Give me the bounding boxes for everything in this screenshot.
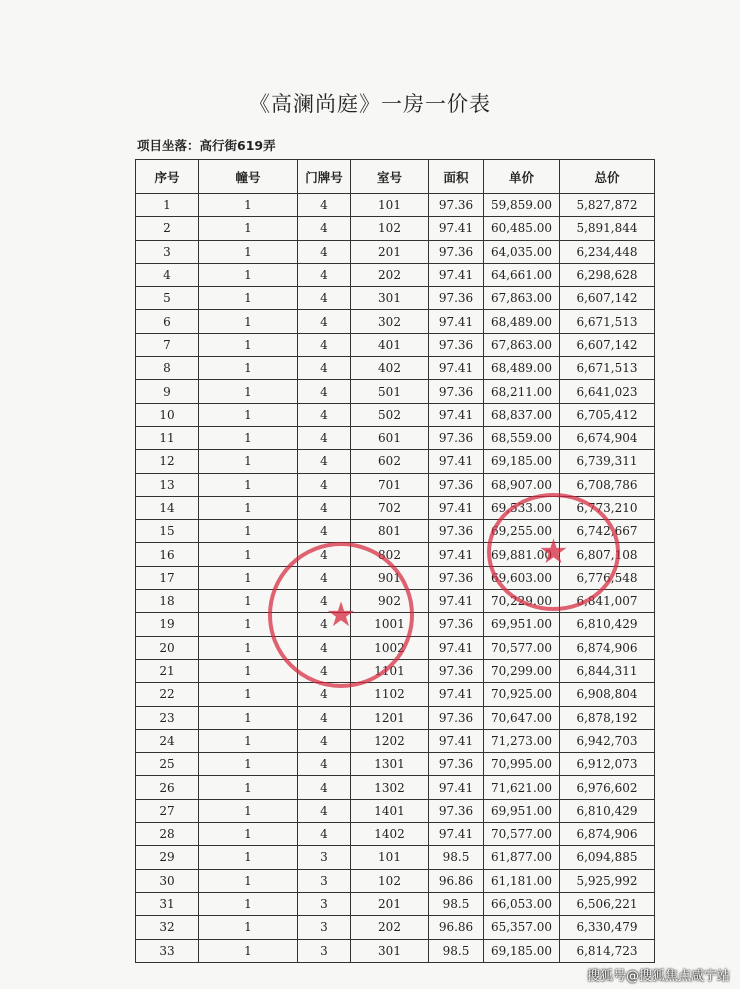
door-number-cell: 4 bbox=[298, 776, 351, 799]
unit-price-cell: 70,995.00 bbox=[484, 753, 560, 776]
building-cell: 1 bbox=[199, 892, 298, 915]
building-cell: 1 bbox=[199, 380, 298, 403]
room-cell: 202 bbox=[351, 916, 429, 939]
unit-price-cell: 67,863.00 bbox=[484, 287, 560, 310]
room-cell: 1001 bbox=[351, 613, 429, 636]
unit-price-cell: 70,925.00 bbox=[484, 683, 560, 706]
serial-cell: 19 bbox=[136, 613, 199, 636]
door-number-cell: 4 bbox=[298, 636, 351, 659]
table-row bbox=[136, 263, 655, 286]
building-cell: 1 bbox=[199, 217, 298, 240]
building-cell: 1 bbox=[199, 357, 298, 380]
total-price-cell: 6,874,906 bbox=[560, 636, 655, 659]
area-cell: 97.41 bbox=[429, 217, 484, 240]
door-number-cell: 4 bbox=[298, 426, 351, 449]
unit-price-cell: 68,559.00 bbox=[484, 426, 560, 449]
total-price-cell: 6,976,602 bbox=[560, 776, 655, 799]
building-cell: 1 bbox=[199, 287, 298, 310]
area-cell: 97.41 bbox=[429, 729, 484, 752]
room-cell: 1401 bbox=[351, 799, 429, 822]
total-price-cell: 6,878,192 bbox=[560, 706, 655, 729]
total-price-cell: 5,925,992 bbox=[560, 869, 655, 892]
total-price-cell: 6,705,412 bbox=[560, 403, 655, 426]
watermark-text: 搜狐号@搜狐焦点咸宁站 bbox=[586, 969, 730, 984]
room-cell: 101 bbox=[351, 194, 429, 217]
door-number-cell: 4 bbox=[298, 590, 351, 613]
table-row bbox=[136, 590, 655, 613]
door-number-cell: 4 bbox=[298, 380, 351, 403]
star-icon: ★ bbox=[325, 595, 357, 635]
unit-price-cell: 71,621.00 bbox=[484, 776, 560, 799]
area-cell: 97.41 bbox=[429, 590, 484, 613]
building-cell: 1 bbox=[199, 543, 298, 566]
total-price-cell: 6,607,142 bbox=[560, 333, 655, 356]
table-row bbox=[136, 403, 655, 426]
total-price-cell: 6,671,513 bbox=[560, 310, 655, 333]
door-number-cell: 4 bbox=[298, 194, 351, 217]
total-price-cell: 6,841,007 bbox=[560, 590, 655, 613]
table-row bbox=[136, 473, 655, 496]
table-row bbox=[136, 496, 655, 519]
total-price-cell: 6,814,723 bbox=[560, 939, 655, 962]
door-number-cell: 4 bbox=[298, 566, 351, 589]
building-cell: 1 bbox=[199, 659, 298, 682]
price-table bbox=[135, 159, 655, 963]
unit-price-cell: 67,863.00 bbox=[484, 333, 560, 356]
table-row bbox=[136, 566, 655, 589]
unit-price-cell: 59,859.00 bbox=[484, 194, 560, 217]
total-price-cell: 6,942,703 bbox=[560, 729, 655, 752]
total-price-cell: 6,671,513 bbox=[560, 357, 655, 380]
table-row bbox=[136, 240, 655, 263]
building-cell: 1 bbox=[199, 776, 298, 799]
table-row bbox=[136, 729, 655, 752]
table-row bbox=[136, 683, 655, 706]
door-number-cell: 4 bbox=[298, 473, 351, 496]
table-row bbox=[136, 659, 655, 682]
area-cell: 97.41 bbox=[429, 496, 484, 519]
serial-cell: 11 bbox=[136, 426, 199, 449]
door-number-cell: 4 bbox=[298, 217, 351, 240]
area-cell: 97.41 bbox=[429, 310, 484, 333]
total-price-cell: 6,912,073 bbox=[560, 753, 655, 776]
area-cell: 97.36 bbox=[429, 566, 484, 589]
area-cell: 97.36 bbox=[429, 194, 484, 217]
room-cell: 1101 bbox=[351, 659, 429, 682]
building-cell: 1 bbox=[199, 799, 298, 822]
unit-price-cell: 69,255.00 bbox=[484, 520, 560, 543]
room-cell: 1302 bbox=[351, 776, 429, 799]
unit-price-cell: 61,181.00 bbox=[484, 869, 560, 892]
serial-cell: 10 bbox=[136, 403, 199, 426]
room-cell: 1002 bbox=[351, 636, 429, 659]
total-price-cell: 6,708,786 bbox=[560, 473, 655, 496]
door-number-cell: 4 bbox=[298, 240, 351, 263]
table-header-row bbox=[136, 160, 655, 194]
total-price-cell: 6,810,429 bbox=[560, 799, 655, 822]
building-cell: 1 bbox=[199, 916, 298, 939]
header-serial: 序号 bbox=[136, 160, 199, 194]
unit-price-cell: 70,229.00 bbox=[484, 590, 560, 613]
building-cell: 1 bbox=[199, 869, 298, 892]
table-row bbox=[136, 776, 655, 799]
unit-price-cell: 60,485.00 bbox=[484, 217, 560, 240]
total-price-cell: 6,094,885 bbox=[560, 846, 655, 869]
serial-cell: 15 bbox=[136, 520, 199, 543]
document-title: 《高澜尚庭》一房一价表 bbox=[249, 92, 491, 116]
serial-cell: 16 bbox=[136, 543, 199, 566]
total-price-cell: 6,742,667 bbox=[560, 520, 655, 543]
area-cell: 97.36 bbox=[429, 240, 484, 263]
unit-price-cell: 69,881.00 bbox=[484, 543, 560, 566]
room-cell: 1202 bbox=[351, 729, 429, 752]
table-row bbox=[136, 613, 655, 636]
area-cell: 98.5 bbox=[429, 939, 484, 962]
unit-price-cell: 70,577.00 bbox=[484, 823, 560, 846]
unit-price-cell: 65,357.00 bbox=[484, 916, 560, 939]
table-row bbox=[136, 543, 655, 566]
serial-cell: 30 bbox=[136, 869, 199, 892]
room-cell: 201 bbox=[351, 240, 429, 263]
unit-price-cell: 68,489.00 bbox=[484, 357, 560, 380]
door-number-cell: 4 bbox=[298, 333, 351, 356]
table-row bbox=[136, 846, 655, 869]
serial-cell: 20 bbox=[136, 636, 199, 659]
door-number-cell: 4 bbox=[298, 753, 351, 776]
unit-price-cell: 69,533.00 bbox=[484, 496, 560, 519]
door-number-cell: 4 bbox=[298, 823, 351, 846]
serial-cell: 3 bbox=[136, 240, 199, 263]
door-number-cell: 4 bbox=[298, 799, 351, 822]
unit-price-cell: 68,489.00 bbox=[484, 310, 560, 333]
unit-price-cell: 70,577.00 bbox=[484, 636, 560, 659]
area-cell: 97.36 bbox=[429, 473, 484, 496]
unit-price-cell: 66,053.00 bbox=[484, 892, 560, 915]
area-cell: 97.41 bbox=[429, 357, 484, 380]
table-row bbox=[136, 287, 655, 310]
room-cell: 301 bbox=[351, 287, 429, 310]
project-location: 项目坐落：高行街619弄 bbox=[137, 138, 276, 153]
building-cell: 1 bbox=[199, 310, 298, 333]
total-price-cell: 6,298,628 bbox=[560, 263, 655, 286]
star-icon: ★ bbox=[538, 532, 569, 572]
total-price-cell: 5,827,872 bbox=[560, 194, 655, 217]
room-cell: 601 bbox=[351, 426, 429, 449]
building-cell: 1 bbox=[199, 823, 298, 846]
header-door-number: 门牌号 bbox=[298, 160, 351, 194]
unit-price-cell: 69,185.00 bbox=[484, 939, 560, 962]
door-number-cell: 4 bbox=[298, 520, 351, 543]
building-cell: 1 bbox=[199, 729, 298, 752]
building-cell: 1 bbox=[199, 613, 298, 636]
area-cell: 97.36 bbox=[429, 706, 484, 729]
serial-cell: 5 bbox=[136, 287, 199, 310]
door-number-cell: 4 bbox=[298, 659, 351, 682]
unit-price-cell: 64,035.00 bbox=[484, 240, 560, 263]
table-row bbox=[136, 450, 655, 473]
serial-cell: 24 bbox=[136, 729, 199, 752]
table-row bbox=[136, 706, 655, 729]
door-number-cell: 4 bbox=[298, 613, 351, 636]
unit-price-cell: 69,951.00 bbox=[484, 613, 560, 636]
header-unit-price: 单价 bbox=[484, 160, 560, 194]
serial-cell: 27 bbox=[136, 799, 199, 822]
building-cell: 1 bbox=[199, 333, 298, 356]
area-cell: 97.36 bbox=[429, 333, 484, 356]
table-row bbox=[136, 916, 655, 939]
table-row bbox=[136, 869, 655, 892]
building-cell: 1 bbox=[199, 706, 298, 729]
total-price-cell: 6,234,448 bbox=[560, 240, 655, 263]
table-row bbox=[136, 520, 655, 543]
unit-price-cell: 69,603.00 bbox=[484, 566, 560, 589]
building-cell: 1 bbox=[199, 846, 298, 869]
room-cell: 401 bbox=[351, 333, 429, 356]
serial-cell: 1 bbox=[136, 194, 199, 217]
unit-price-cell: 64,661.00 bbox=[484, 263, 560, 286]
area-cell: 97.41 bbox=[429, 263, 484, 286]
serial-cell: 17 bbox=[136, 566, 199, 589]
table-row bbox=[136, 194, 655, 217]
area-cell: 96.86 bbox=[429, 869, 484, 892]
door-number-cell: 3 bbox=[298, 916, 351, 939]
unit-price-cell: 69,951.00 bbox=[484, 799, 560, 822]
building-cell: 1 bbox=[199, 450, 298, 473]
room-cell: 902 bbox=[351, 590, 429, 613]
serial-cell: 8 bbox=[136, 357, 199, 380]
serial-cell: 9 bbox=[136, 380, 199, 403]
room-cell: 501 bbox=[351, 380, 429, 403]
unit-price-cell: 70,299.00 bbox=[484, 659, 560, 682]
building-cell: 1 bbox=[199, 566, 298, 589]
total-price-cell: 6,874,906 bbox=[560, 823, 655, 846]
serial-cell: 22 bbox=[136, 683, 199, 706]
total-price-cell: 6,807,108 bbox=[560, 543, 655, 566]
unit-price-cell: 69,185.00 bbox=[484, 450, 560, 473]
area-cell: 97.41 bbox=[429, 450, 484, 473]
table-row bbox=[136, 426, 655, 449]
building-cell: 1 bbox=[199, 194, 298, 217]
table-row bbox=[136, 939, 655, 962]
serial-cell: 14 bbox=[136, 496, 199, 519]
area-cell: 97.41 bbox=[429, 636, 484, 659]
building-cell: 1 bbox=[199, 520, 298, 543]
header-building: 幢号 bbox=[199, 160, 298, 194]
area-cell: 97.41 bbox=[429, 823, 484, 846]
total-price-cell: 6,641,023 bbox=[560, 380, 655, 403]
room-cell: 702 bbox=[351, 496, 429, 519]
area-cell: 97.36 bbox=[429, 799, 484, 822]
serial-cell: 29 bbox=[136, 846, 199, 869]
room-cell: 1201 bbox=[351, 706, 429, 729]
serial-cell: 4 bbox=[136, 263, 199, 286]
room-cell: 802 bbox=[351, 543, 429, 566]
total-price-cell: 5,891,844 bbox=[560, 217, 655, 240]
serial-cell: 26 bbox=[136, 776, 199, 799]
table-row bbox=[136, 380, 655, 403]
area-cell: 97.36 bbox=[429, 753, 484, 776]
header-room: 室号 bbox=[351, 160, 429, 194]
total-price-cell: 6,908,804 bbox=[560, 683, 655, 706]
door-number-cell: 4 bbox=[298, 310, 351, 333]
table-row bbox=[136, 823, 655, 846]
area-cell: 97.36 bbox=[429, 520, 484, 543]
serial-cell: 6 bbox=[136, 310, 199, 333]
serial-cell: 32 bbox=[136, 916, 199, 939]
total-price-cell: 6,776,548 bbox=[560, 566, 655, 589]
building-cell: 1 bbox=[199, 939, 298, 962]
room-cell: 901 bbox=[351, 566, 429, 589]
area-cell: 96.86 bbox=[429, 916, 484, 939]
total-price-cell: 6,506,221 bbox=[560, 892, 655, 915]
building-cell: 1 bbox=[199, 753, 298, 776]
door-number-cell: 4 bbox=[298, 706, 351, 729]
table-row bbox=[136, 310, 655, 333]
unit-price-cell: 71,273.00 bbox=[484, 729, 560, 752]
room-cell: 801 bbox=[351, 520, 429, 543]
table-row bbox=[136, 753, 655, 776]
area-cell: 97.36 bbox=[429, 380, 484, 403]
table-row bbox=[136, 892, 655, 915]
serial-cell: 23 bbox=[136, 706, 199, 729]
total-price-cell: 6,773,210 bbox=[560, 496, 655, 519]
table-row bbox=[136, 799, 655, 822]
area-cell: 97.41 bbox=[429, 403, 484, 426]
building-cell: 1 bbox=[199, 683, 298, 706]
total-price-cell: 6,607,142 bbox=[560, 287, 655, 310]
building-cell: 1 bbox=[199, 496, 298, 519]
building-cell: 1 bbox=[199, 590, 298, 613]
door-number-cell: 4 bbox=[298, 287, 351, 310]
door-number-cell: 4 bbox=[298, 357, 351, 380]
table-body bbox=[136, 194, 655, 963]
table-row bbox=[136, 357, 655, 380]
building-cell: 1 bbox=[199, 636, 298, 659]
room-cell: 102 bbox=[351, 869, 429, 892]
table-row bbox=[136, 636, 655, 659]
unit-price-cell: 61,877.00 bbox=[484, 846, 560, 869]
room-cell: 1301 bbox=[351, 753, 429, 776]
serial-cell: 12 bbox=[136, 450, 199, 473]
room-cell: 202 bbox=[351, 263, 429, 286]
room-cell: 1102 bbox=[351, 683, 429, 706]
room-cell: 302 bbox=[351, 310, 429, 333]
door-number-cell: 4 bbox=[298, 450, 351, 473]
unit-price-cell: 68,907.00 bbox=[484, 473, 560, 496]
area-cell: 98.5 bbox=[429, 892, 484, 915]
total-price-cell: 6,674,904 bbox=[560, 426, 655, 449]
door-number-cell: 4 bbox=[298, 683, 351, 706]
door-number-cell: 3 bbox=[298, 846, 351, 869]
table-row bbox=[136, 333, 655, 356]
room-cell: 102 bbox=[351, 217, 429, 240]
total-price-cell: 6,739,311 bbox=[560, 450, 655, 473]
area-cell: 97.41 bbox=[429, 683, 484, 706]
door-number-cell: 4 bbox=[298, 543, 351, 566]
serial-cell: 28 bbox=[136, 823, 199, 846]
unit-price-cell: 70,647.00 bbox=[484, 706, 560, 729]
area-cell: 97.41 bbox=[429, 543, 484, 566]
unit-price-cell: 68,211.00 bbox=[484, 380, 560, 403]
header-area: 面积 bbox=[429, 160, 484, 194]
serial-cell: 25 bbox=[136, 753, 199, 776]
serial-cell: 31 bbox=[136, 892, 199, 915]
building-cell: 1 bbox=[199, 240, 298, 263]
building-cell: 1 bbox=[199, 426, 298, 449]
header-total-price: 总价 bbox=[560, 160, 655, 194]
door-number-cell: 4 bbox=[298, 403, 351, 426]
total-price-cell: 6,810,429 bbox=[560, 613, 655, 636]
room-cell: 701 bbox=[351, 473, 429, 496]
building-cell: 1 bbox=[199, 403, 298, 426]
room-cell: 1402 bbox=[351, 823, 429, 846]
room-cell: 602 bbox=[351, 450, 429, 473]
area-cell: 97.36 bbox=[429, 426, 484, 449]
building-cell: 1 bbox=[199, 263, 298, 286]
area-cell: 97.36 bbox=[429, 287, 484, 310]
table-row bbox=[136, 217, 655, 240]
door-number-cell: 4 bbox=[298, 496, 351, 519]
door-number-cell: 3 bbox=[298, 892, 351, 915]
room-cell: 201 bbox=[351, 892, 429, 915]
serial-cell: 33 bbox=[136, 939, 199, 962]
serial-cell: 21 bbox=[136, 659, 199, 682]
total-price-cell: 6,330,479 bbox=[560, 916, 655, 939]
area-cell: 97.36 bbox=[429, 659, 484, 682]
area-cell: 97.36 bbox=[429, 613, 484, 636]
total-price-cell: 6,844,311 bbox=[560, 659, 655, 682]
room-cell: 502 bbox=[351, 403, 429, 426]
door-number-cell: 4 bbox=[298, 729, 351, 752]
unit-price-cell: 68,837.00 bbox=[484, 403, 560, 426]
room-cell: 402 bbox=[351, 357, 429, 380]
room-cell: 301 bbox=[351, 939, 429, 962]
door-number-cell: 3 bbox=[298, 939, 351, 962]
serial-cell: 7 bbox=[136, 333, 199, 356]
area-cell: 98.5 bbox=[429, 846, 484, 869]
door-number-cell: 4 bbox=[298, 263, 351, 286]
building-cell: 1 bbox=[199, 473, 298, 496]
serial-cell: 2 bbox=[136, 217, 199, 240]
area-cell: 97.41 bbox=[429, 776, 484, 799]
door-number-cell: 3 bbox=[298, 869, 351, 892]
room-cell: 101 bbox=[351, 846, 429, 869]
serial-cell: 13 bbox=[136, 473, 199, 496]
serial-cell: 18 bbox=[136, 590, 199, 613]
